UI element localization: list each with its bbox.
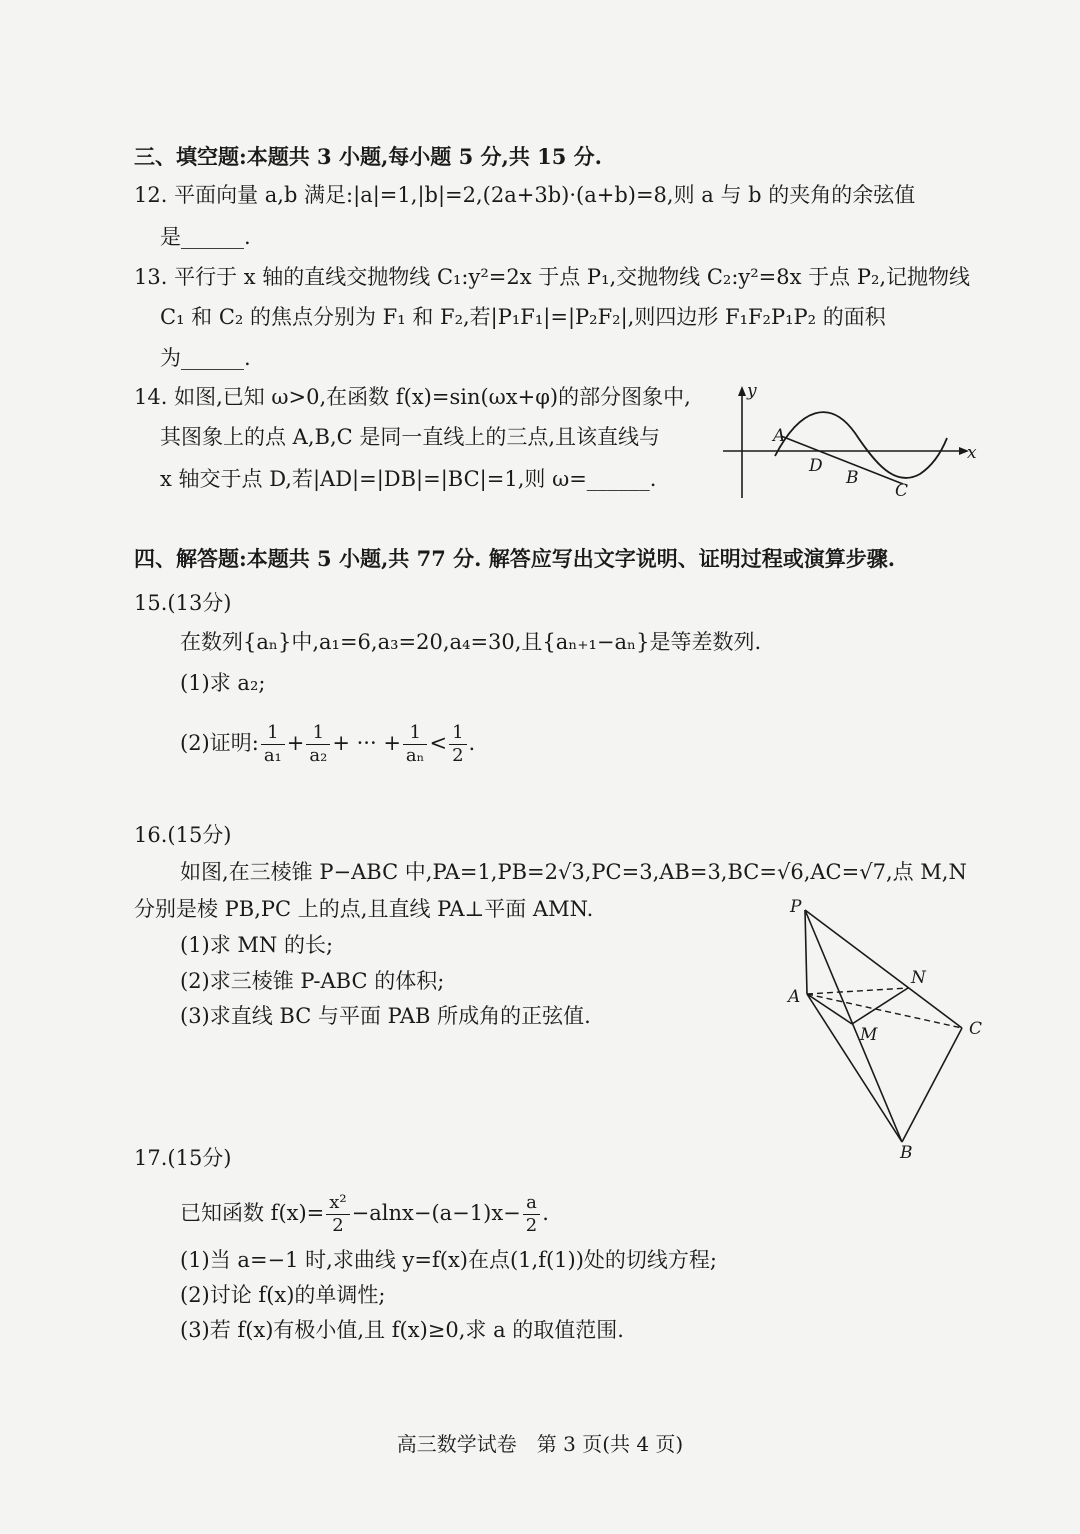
frac-1-a2: [306, 722, 330, 767]
q13-line3: 为______.: [160, 346, 251, 370]
label-p: P: [790, 897, 802, 917]
pyramid-figure: [780, 890, 1000, 1170]
q12-line1: 12. 平面向量 a,b 满足:|a|=1,|b|=2,(2a+3b)·(a+b)=8,则 a 与 b 的夹角的余弦值: [134, 183, 916, 207]
ellipsis-sum: + ··· +: [332, 731, 401, 755]
label-d: D: [809, 456, 823, 476]
label-b: B: [846, 468, 859, 488]
frac-1-a1: [261, 722, 285, 767]
q14-line3: x 轴交于点 D,若|AD|=|DB|=|BC|=1,则 ω=______.: [160, 467, 657, 491]
edge-ab: [807, 994, 902, 1142]
q17-part2: (2)讨论 f(x)的单调性;: [180, 1283, 386, 1307]
frac-x2-2-den: 2: [332, 1215, 344, 1236]
frac-1-a1-num: 1: [261, 722, 285, 745]
q17-part1: (1)当 a=−1 时,求曲线 y=f(x)在点(1,f(1))处的切线方程;: [180, 1248, 717, 1272]
label-a-pyramid: A: [788, 987, 801, 1007]
label-m: M: [860, 1025, 878, 1045]
y-axis-arrow: [738, 386, 746, 396]
frac-1-2-num: 1: [449, 722, 466, 745]
frac-1-an-den: aₙ: [405, 745, 425, 766]
q16-stem2: 分别是棱 PB,PC 上的点,且直线 PA⊥平面 AMN.: [134, 897, 594, 921]
q13-line2: C₁ 和 C₂ 的焦点分别为 F₁ 和 F₂,若|P₁F₁|=|P₂F₂|,则四边形 F₁F₂P₁P₂ 的面积: [160, 305, 886, 329]
frac-x2-2: [326, 1192, 349, 1237]
q14-line1: 14. 如图,已知 ω>0,在函数 f(x)=sin(ωx+φ)的部分图象中,: [134, 385, 691, 409]
edge-pc: [805, 910, 962, 1028]
plus-sign: +: [286, 731, 305, 755]
q17-stem-prefix: 已知函数 f(x)=: [180, 1201, 325, 1225]
q17-header: 17.(15分): [134, 1146, 232, 1170]
label-c-pyramid: C: [969, 1019, 983, 1039]
edge-pa: [805, 910, 807, 994]
q17-stem-period: .: [542, 1201, 549, 1225]
segment-an-hidden: [807, 988, 908, 994]
frac-1-a1-den: a₁: [263, 745, 282, 766]
frac-1-an: [403, 722, 428, 767]
frac-1-2: [449, 722, 466, 767]
q16-part1: (1)求 MN 的长;: [180, 933, 334, 957]
q17-stem-mid: −alnx−(a−1)x−: [351, 1201, 521, 1225]
frac-1-a2-den: a₂: [309, 745, 328, 766]
sine-graph-figure: [715, 378, 980, 503]
frac-x2-2-num: x²: [326, 1192, 349, 1215]
label-c: C: [895, 481, 909, 501]
q16-header: 16.(15分): [134, 823, 232, 847]
q17-stem: [180, 1192, 549, 1237]
q17-part3: (3)若 f(x)有极小值,且 f(x)≥0,求 a 的取值范围.: [180, 1318, 624, 1342]
q16-stem1: 如图,在三棱锥 P−ABC 中,PA=1,PB=2√3,PC=3,AB=3,BC=√6,AC=√7,点 M,N: [180, 860, 967, 884]
q16-part2: (2)求三棱锥 P-ABC 的体积;: [180, 969, 445, 993]
label-b-pyramid: B: [900, 1143, 913, 1163]
section3-heading: 三、填空题:本题共 3 小题,每小题 5 分,共 15 分.: [134, 144, 602, 169]
frac-1-2-den: 2: [452, 745, 464, 766]
q15-part1: (1)求 a₂;: [180, 671, 266, 695]
q15-header: 15.(13分): [134, 591, 232, 615]
label-n: N: [911, 968, 926, 988]
frac-a-2: [523, 1192, 540, 1237]
less-than-sign: <: [429, 731, 448, 755]
edge-bc: [902, 1028, 962, 1142]
frac-1-an-num: 1: [403, 722, 428, 745]
section4-heading: 四、解答题:本题共 5 小题,共 77 分. 解答应写出文字说明、证明过程或演算步骤.: [134, 546, 896, 571]
q16-part3: (3)求直线 BC 与平面 PAB 所成角的正弦值.: [180, 1004, 591, 1028]
label-a: A: [773, 426, 786, 446]
q12-line2: 是______.: [160, 225, 251, 249]
q15-part2-period: .: [468, 731, 476, 755]
line-abc: [781, 436, 903, 484]
frac-a-2-num: a: [523, 1192, 540, 1215]
q15-part2: [180, 722, 475, 767]
q15-stem: 在数列{aₙ}中,a₁=6,a₃=20,a₄=30,且{aₙ₊₁−aₙ}是等差数列.: [180, 630, 762, 654]
q13-line1: 13. 平行于 x 轴的直线交抛物线 C₁:y²=2x 于点 P₁,交抛物线 C₂:y²=8x 于点 P₂,记抛物线: [134, 265, 971, 289]
q15-part2-prefix: (2)证明:: [180, 731, 259, 755]
page-footer: 高三数学试卷 第 3 页(共 4 页): [396, 1432, 684, 1456]
label-y: y: [747, 381, 757, 401]
edge-pb: [805, 910, 902, 1142]
frac-1-a2-num: 1: [306, 722, 330, 745]
label-x: x: [967, 443, 977, 463]
frac-a-2-den: 2: [525, 1215, 538, 1236]
q14-line2: 其图象上的点 A,B,C 是同一直线上的三点,且该直线与: [160, 425, 661, 449]
